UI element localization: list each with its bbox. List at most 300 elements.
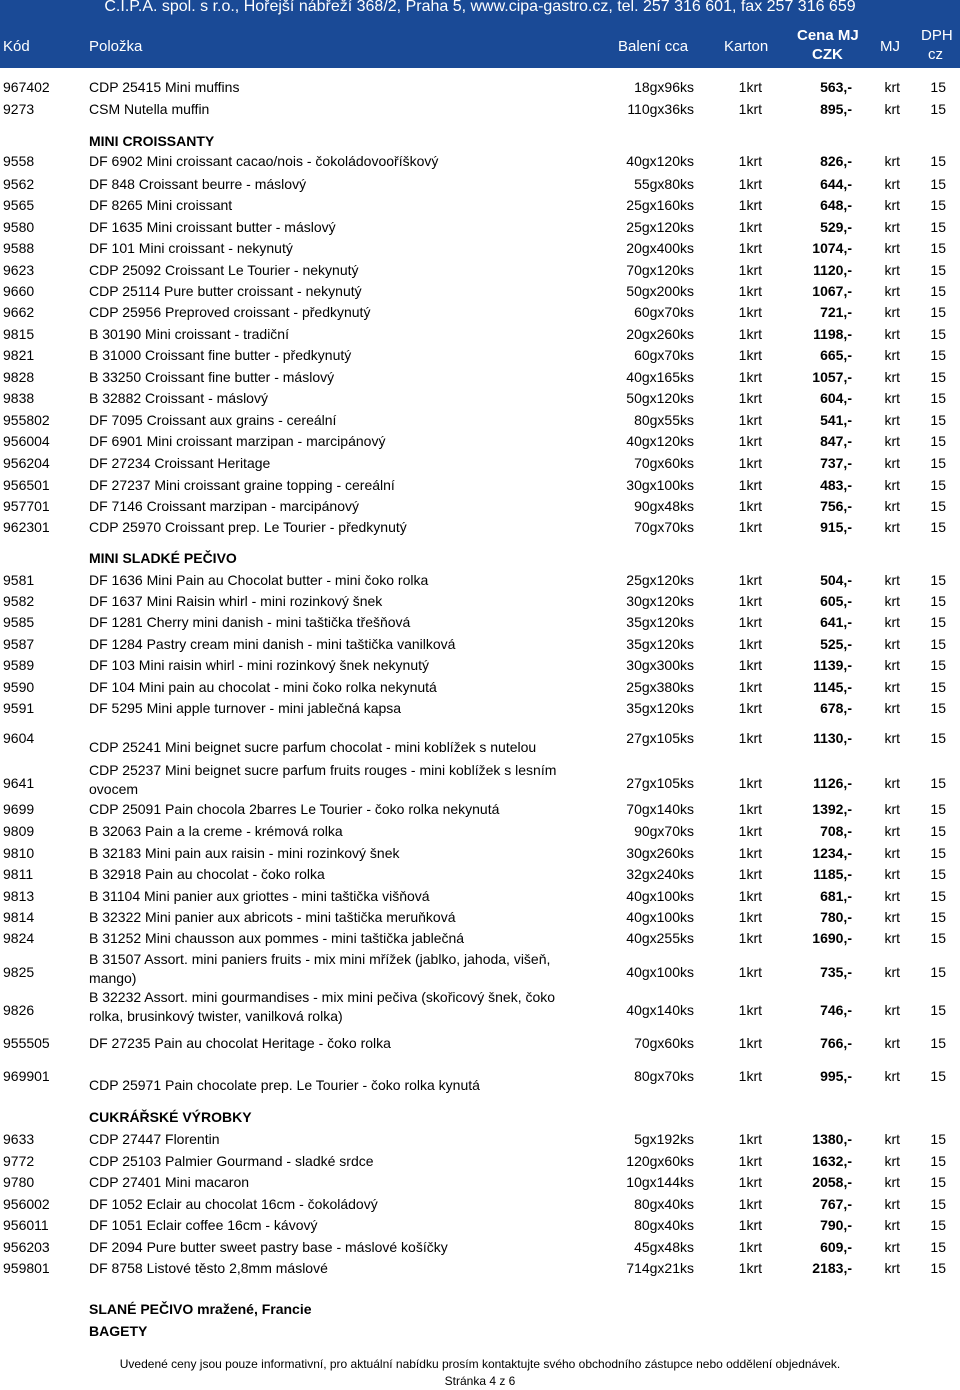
cell-code: 956002 xyxy=(3,1196,50,1212)
cell-vat: 15 xyxy=(930,455,946,471)
cell-price: 847,- xyxy=(820,433,852,449)
cell-mj: krt xyxy=(884,679,900,695)
cell-mj: krt xyxy=(884,1217,900,1233)
cell-carton: 1krt xyxy=(738,614,762,630)
cell-price: 1690,- xyxy=(812,930,852,946)
cell-name: B 33250 Croissant fine butter - máslový xyxy=(89,369,335,385)
cell-pack: 110gx36ks xyxy=(627,101,694,117)
cell-carton: 1krt xyxy=(738,519,762,535)
cell-name: CDP 25970 Croissant prep. Le Tourier - předkynutý xyxy=(89,519,407,535)
cell-vat: 15 xyxy=(930,1153,946,1169)
cell-carton: 1krt xyxy=(738,240,762,256)
col-header-currency: CZK xyxy=(812,46,843,63)
cell-pack: 40gx100ks xyxy=(626,964,694,980)
cell-price: 525,- xyxy=(820,636,852,652)
cell-code: 9589 xyxy=(3,657,35,673)
cell-name: CDP 27401 Mini macaron xyxy=(89,1174,250,1190)
cell-vat: 15 xyxy=(930,1035,946,1051)
table-row xyxy=(0,888,960,910)
cell-price: 644,- xyxy=(820,176,852,192)
cell-vat: 15 xyxy=(930,801,946,817)
cell-name: B 31000 Croissant fine butter - předkynutý xyxy=(89,347,352,363)
cell-name: DF 8758 Listové těsto 2,8mm máslové xyxy=(89,1260,328,1276)
cell-vat: 15 xyxy=(930,101,946,117)
cell-pack: 25gx120ks xyxy=(626,572,694,588)
table-row xyxy=(0,572,960,594)
cell-price: 1120,- xyxy=(813,262,852,278)
cell-carton: 1krt xyxy=(738,79,762,95)
cell-pack: 50gx200ks xyxy=(626,283,694,299)
cell-vat: 15 xyxy=(930,412,946,428)
cell-mj: krt xyxy=(884,657,900,673)
cell-price: 605,- xyxy=(820,593,852,609)
cell-pack: 40gx120ks xyxy=(626,153,694,169)
cell-price: 1185,- xyxy=(813,866,852,882)
cell-code: 9558 xyxy=(3,153,35,169)
cell-name: DF 1281 Cherry mini danish - mini taštička třešňová xyxy=(89,614,411,630)
cell-name: CDP 25415 Mini muffins xyxy=(89,79,240,95)
cell-vat: 15 xyxy=(930,657,946,673)
cell-mj: krt xyxy=(884,412,900,428)
cell-vat: 15 xyxy=(930,823,946,839)
cell-vat: 15 xyxy=(930,1196,946,1212)
cell-price: 641,- xyxy=(820,614,852,630)
table-row xyxy=(0,412,960,434)
cell-carton: 1krt xyxy=(738,930,762,946)
cell-vat: 15 xyxy=(930,909,946,925)
cell-mj: krt xyxy=(884,369,900,385)
cell-mj: krt xyxy=(884,101,900,117)
cell-code: 9815 xyxy=(3,326,35,342)
cell-code: 9699 xyxy=(3,801,35,817)
cell-code: 9588 xyxy=(3,240,35,256)
cell-code: 9810 xyxy=(3,845,35,861)
cell-carton: 1krt xyxy=(738,888,762,904)
table-row xyxy=(0,369,960,391)
cell-vat: 15 xyxy=(930,176,946,192)
cell-name: CDP 25091 Pain chocola 2barres Le Tourier - čoko rolka nekynutá xyxy=(89,801,500,817)
cell-pack: 60gx70ks xyxy=(634,304,694,320)
cell-price: 735,- xyxy=(820,964,852,980)
col-header-vat-country: cz xyxy=(928,46,943,63)
table-row xyxy=(0,763,960,803)
cell-mj: krt xyxy=(884,888,900,904)
cell-name: DF 6901 Mini croissant marzipan - marcipánový xyxy=(89,433,386,449)
cell-pack: 10gx144ks xyxy=(626,1174,694,1190)
cell-code: 967402 xyxy=(3,79,50,95)
cell-code: 9811 xyxy=(3,866,34,882)
cell-carton: 1krt xyxy=(738,700,762,716)
table-row xyxy=(0,347,960,369)
cell-price: 915,- xyxy=(820,519,852,535)
table-row xyxy=(0,101,960,123)
cell-carton: 1krt xyxy=(738,390,762,406)
cell-code: 9585 xyxy=(3,614,35,630)
cell-price: 541,- xyxy=(820,412,852,428)
cell-name: CDP 25241 Mini beignet sucre parfum chocolat - mini koblížek s nutelou xyxy=(89,739,537,755)
table-row xyxy=(0,326,960,348)
cell-code: 9780 xyxy=(3,1174,35,1190)
cell-code: 956203 xyxy=(3,1239,50,1255)
table-row xyxy=(0,1174,960,1196)
cell-name: DF 1635 Mini croissant butter - máslový xyxy=(89,219,336,235)
cell-name: B 32063 Pain a la creme - krémová rolka xyxy=(89,823,343,839)
cell-code: 9581 xyxy=(3,572,35,588)
cell-price: 648,- xyxy=(820,197,852,213)
cell-price: 790,- xyxy=(820,1217,852,1233)
cell-name: CDP 25103 Palmier Gourmand - sladké srdce xyxy=(89,1153,374,1169)
cell-price: 737,- xyxy=(820,455,852,471)
cell-vat: 15 xyxy=(930,1068,946,1084)
cell-mj: krt xyxy=(884,1131,900,1147)
col-header-code: Kód xyxy=(3,38,30,55)
cell-pack: 80gx70ks xyxy=(634,1068,694,1084)
table-row xyxy=(0,990,960,1030)
cell-vat: 15 xyxy=(930,964,946,980)
cell-vat: 15 xyxy=(930,519,946,535)
cell-mj: krt xyxy=(884,240,900,256)
cell-carton: 1krt xyxy=(738,326,762,342)
cell-pack: 18gx96ks xyxy=(634,79,694,95)
company-info: C.I.P.A. spol. s r.o., Hořejší nábřeží 368/2, Praha 5, www.cipa-gastro.cz, tel. 257 316 601, fax 257 316 659 xyxy=(104,0,856,15)
col-header-item: Položka xyxy=(89,38,143,55)
cell-code: 9814 xyxy=(3,909,35,925)
cell-code: 9660 xyxy=(3,283,35,299)
cell-code: 9641 xyxy=(3,775,35,791)
cell-code: 9590 xyxy=(3,679,35,695)
cell-price: 678,- xyxy=(820,700,852,716)
cell-carton: 1krt xyxy=(738,801,762,817)
cell-carton: 1krt xyxy=(738,262,762,278)
cell-carton: 1krt xyxy=(738,964,762,980)
cell-carton: 1krt xyxy=(738,1260,762,1276)
cell-vat: 15 xyxy=(930,79,946,95)
cell-pack: 80gx55ks xyxy=(634,412,694,428)
col-header-price: Cena MJ xyxy=(797,27,859,44)
cell-mj: krt xyxy=(884,176,900,192)
cell-carton: 1krt xyxy=(738,219,762,235)
cell-price: 1067,- xyxy=(812,283,852,299)
cell-mj: krt xyxy=(884,498,900,514)
cell-carton: 1krt xyxy=(738,1153,762,1169)
cell-mj: krt xyxy=(884,866,900,882)
cell-mj: krt xyxy=(884,823,900,839)
cell-carton: 1krt xyxy=(738,176,762,192)
cell-name: B 30190 Mini croissant - tradiční xyxy=(89,326,289,342)
cell-code: 959801 xyxy=(3,1260,50,1276)
cell-code: 9580 xyxy=(3,219,35,235)
table-row xyxy=(0,477,960,499)
cell-carton: 1krt xyxy=(738,1131,762,1147)
cell-vat: 15 xyxy=(930,369,946,385)
cell-pack: 40gx255ks xyxy=(626,930,694,946)
cell-code: 956011 xyxy=(3,1217,49,1233)
cell-code: 9565 xyxy=(3,197,35,213)
cell-code: 969901 xyxy=(3,1068,50,1084)
cell-price: 1139,- xyxy=(813,657,852,673)
cell-name: DF 101 Mini croissant - nekynutý xyxy=(89,240,293,256)
cell-pack: 27gx105ks xyxy=(626,775,694,791)
cell-name: B 31252 Mini chausson aux pommes - mini taštička jablečná xyxy=(89,930,465,946)
cell-price: 1126,- xyxy=(813,775,852,791)
cell-code: 962301 xyxy=(3,519,50,535)
cell-vat: 15 xyxy=(930,477,946,493)
cell-name: B 31507 Assort. mini paniers fruits - mix mini mřížek (jablko, jahoda, višeň, mango) xyxy=(89,951,551,986)
col-header-carton: Karton xyxy=(724,38,769,55)
table-row xyxy=(0,1260,960,1282)
cell-mj: krt xyxy=(884,262,900,278)
cell-price: 681,- xyxy=(820,888,852,904)
cell-price: 826,- xyxy=(820,153,852,169)
cell-code: 9809 xyxy=(3,823,35,839)
cell-vat: 15 xyxy=(930,326,946,342)
cell-vat: 15 xyxy=(930,197,946,213)
table-row xyxy=(0,433,960,455)
cell-price: 609,- xyxy=(820,1239,852,1255)
table-row xyxy=(0,801,960,823)
cell-name: DF 5295 Mini apple turnover - mini jablečná kapsa xyxy=(89,700,402,716)
cell-pack: 35gx120ks xyxy=(626,700,694,716)
cell-pack: 45gx48ks xyxy=(634,1239,694,1255)
cell-pack: 25gx120ks xyxy=(626,219,694,235)
cell-pack: 35gx120ks xyxy=(626,636,694,652)
table-row xyxy=(0,519,960,541)
cell-vat: 15 xyxy=(930,433,946,449)
cell-carton: 1krt xyxy=(738,823,762,839)
cell-price: 604,- xyxy=(820,390,852,406)
cell-price: 895,- xyxy=(820,101,852,117)
table-row xyxy=(0,679,960,701)
cell-code: 9662 xyxy=(3,304,35,320)
cell-pack: 714gx21ks xyxy=(626,1260,694,1276)
cell-pack: 40gx100ks xyxy=(626,888,694,904)
cell-mj: krt xyxy=(884,1035,900,1051)
cell-mj: krt xyxy=(884,1174,900,1190)
cell-carton: 1krt xyxy=(738,347,762,363)
cell-price: 2183,- xyxy=(812,1260,852,1276)
cell-vat: 15 xyxy=(930,304,946,320)
table-row xyxy=(0,262,960,284)
cell-vat: 15 xyxy=(930,498,946,514)
cell-mj: krt xyxy=(884,197,900,213)
cell-mj: krt xyxy=(884,433,900,449)
cell-vat: 15 xyxy=(930,636,946,652)
cell-vat: 15 xyxy=(930,347,946,363)
cell-code: 9824 xyxy=(3,930,35,946)
cell-name: DF 1052 Eclair au chocolat 16cm - čokoládový xyxy=(89,1196,378,1212)
table-row xyxy=(0,823,960,845)
cell-pack: 35gx120ks xyxy=(626,614,694,630)
cell-code: 9772 xyxy=(3,1153,35,1169)
cell-mj: krt xyxy=(884,775,900,791)
cell-name: CSM Nutella muffin xyxy=(89,101,210,117)
table-row xyxy=(0,700,960,722)
cell-price: 1392,- xyxy=(812,801,852,817)
cell-vat: 15 xyxy=(930,240,946,256)
cell-name: DF 1637 Mini Raisin whirl - mini rozinkový šnek xyxy=(89,593,383,609)
table-row xyxy=(0,845,960,867)
table-row xyxy=(0,1131,960,1153)
cell-price: 1198,- xyxy=(813,326,852,342)
table-row xyxy=(0,909,960,931)
section-heading: MINI CROISSANTY xyxy=(89,133,215,149)
cell-name: DF 103 Mini raisin whirl - mini rozinkový šnek nekynutý xyxy=(89,657,429,673)
cell-vat: 15 xyxy=(930,219,946,235)
cell-pack: 55gx80ks xyxy=(634,176,694,192)
cell-carton: 1krt xyxy=(738,1174,762,1190)
table-row xyxy=(0,657,960,679)
table-row xyxy=(0,1217,960,1239)
cell-name: B 32183 Mini pain aux raisin - mini rozinkový šnek xyxy=(89,845,400,861)
cell-mj: krt xyxy=(884,1196,900,1212)
cell-pack: 40gx165ks xyxy=(626,369,694,385)
table-row xyxy=(0,455,960,477)
cell-vat: 15 xyxy=(930,1002,946,1018)
table-row xyxy=(0,1196,960,1218)
cell-name: DF 27237 Mini croissant graine topping - cereální xyxy=(89,477,395,493)
cell-mj: krt xyxy=(884,1239,900,1255)
cell-code: 956501 xyxy=(3,477,50,493)
cell-carton: 1krt xyxy=(738,433,762,449)
cell-name: DF 1051 Eclair coffee 16cm - kávový xyxy=(89,1217,318,1233)
table-row xyxy=(0,952,960,992)
cell-carton: 1krt xyxy=(738,636,762,652)
cell-carton: 1krt xyxy=(738,657,762,673)
cell-code: 956004 xyxy=(3,433,50,449)
cell-price: 1145,- xyxy=(813,679,852,695)
table-row xyxy=(0,930,960,952)
cell-price: 721,- xyxy=(820,304,852,320)
cell-price: 1380,- xyxy=(812,1131,852,1147)
table-row xyxy=(0,1068,960,1094)
cell-name: B 31104 Mini panier aux griottes - mini taštička višňová xyxy=(89,888,430,904)
cell-price: 504,- xyxy=(820,572,852,588)
cell-mj: krt xyxy=(884,964,900,980)
cell-code: 957701 xyxy=(3,498,50,514)
cell-code: 9838 xyxy=(3,390,35,406)
cell-vat: 15 xyxy=(930,1131,946,1147)
cell-carton: 1krt xyxy=(738,909,762,925)
cell-code: 9623 xyxy=(3,262,35,278)
table-row xyxy=(0,197,960,219)
cell-mj: krt xyxy=(884,572,900,588)
cell-mj: krt xyxy=(884,700,900,716)
cell-pack: 60gx70ks xyxy=(634,347,694,363)
cell-mj: krt xyxy=(884,347,900,363)
cell-vat: 15 xyxy=(930,262,946,278)
col-header-mj: MJ xyxy=(880,38,900,55)
cell-code: 956204 xyxy=(3,455,50,471)
cell-vat: 15 xyxy=(930,614,946,630)
table-row xyxy=(0,304,960,326)
table-row xyxy=(0,390,960,412)
cell-pack: 30gx260ks xyxy=(626,845,694,861)
cell-pack: 32gx240ks xyxy=(626,866,694,882)
cell-code: 9825 xyxy=(3,964,35,980)
cell-name: DF 1284 Pastry cream mini danish - mini taštička vanilková xyxy=(89,636,456,652)
cell-carton: 1krt xyxy=(738,1239,762,1255)
cell-name: DF 7146 Croissant marzipan - marcipánový xyxy=(89,498,359,514)
cell-mj: krt xyxy=(884,477,900,493)
col-header-pack: Balení cca xyxy=(618,38,689,55)
cell-vat: 15 xyxy=(930,1260,946,1276)
cell-pack: 20gx260ks xyxy=(626,326,694,342)
cell-mj: krt xyxy=(884,1002,900,1018)
cell-mj: krt xyxy=(884,636,900,652)
cell-mj: krt xyxy=(884,1153,900,1169)
cell-vat: 15 xyxy=(930,1174,946,1190)
cell-carton: 1krt xyxy=(738,845,762,861)
cell-code: 9826 xyxy=(3,1002,35,1018)
cell-pack: 90gx48ks xyxy=(634,498,694,514)
table-row xyxy=(0,730,960,756)
cell-carton: 1krt xyxy=(738,866,762,882)
cell-carton: 1krt xyxy=(738,1217,762,1233)
cell-name: DF 1636 Mini Pain au Chocolat butter - mini čoko rolka xyxy=(89,572,429,588)
cell-carton: 1krt xyxy=(738,1196,762,1212)
cell-carton: 1krt xyxy=(738,101,762,117)
cell-pack: 27gx105ks xyxy=(626,730,694,746)
cell-mj: krt xyxy=(884,390,900,406)
cell-pack: 30gx100ks xyxy=(626,477,694,493)
section-heading: MINI SLADKÉ PEČIVO xyxy=(89,550,237,566)
cell-vat: 15 xyxy=(930,153,946,169)
cell-carton: 1krt xyxy=(738,153,762,169)
cell-price: 1234,- xyxy=(812,845,852,861)
cell-vat: 15 xyxy=(930,700,946,716)
cell-vat: 15 xyxy=(930,283,946,299)
table-row xyxy=(0,79,960,101)
table-row xyxy=(0,219,960,241)
footer-note: Uvedené ceny jsou pouze informativní, pro aktuální nabídku prosím kontaktujte svého obchodního zástupce nebo oddělení objednávek. xyxy=(119,1357,841,1371)
cell-code: 9813 xyxy=(3,888,35,904)
cell-price: 483,- xyxy=(820,477,852,493)
cell-price: 995,- xyxy=(820,1068,852,1084)
cell-vat: 15 xyxy=(930,730,946,746)
cell-carton: 1krt xyxy=(738,412,762,428)
cell-carton: 1krt xyxy=(738,498,762,514)
cell-price: 563,- xyxy=(820,79,852,95)
cell-mj: krt xyxy=(884,1068,900,1084)
cell-pack: 70gx70ks xyxy=(634,519,694,535)
cell-price: 766,- xyxy=(820,1035,852,1051)
cell-mj: krt xyxy=(884,153,900,169)
cell-carton: 1krt xyxy=(738,369,762,385)
cell-mj: krt xyxy=(884,79,900,95)
cell-price: 1632,- xyxy=(812,1153,852,1169)
cell-carton: 1krt xyxy=(738,197,762,213)
cell-vat: 15 xyxy=(930,1217,946,1233)
page-number: Stránka 4 z 6 xyxy=(444,1374,516,1388)
cell-mj: krt xyxy=(884,304,900,320)
cell-carton: 1krt xyxy=(738,572,762,588)
cell-code: 9828 xyxy=(3,369,35,385)
cell-carton: 1krt xyxy=(738,304,762,320)
cell-carton: 1krt xyxy=(738,775,762,791)
cell-carton: 1krt xyxy=(738,1068,762,1084)
cell-vat: 15 xyxy=(930,888,946,904)
cell-pack: 120gx60ks xyxy=(626,1153,694,1169)
table-row xyxy=(0,283,960,305)
cell-pack: 40gx100ks xyxy=(626,909,694,925)
cell-name: DF 27234 Croissant Heritage xyxy=(89,455,271,471)
cell-pack: 80gx40ks xyxy=(634,1196,694,1212)
cell-name: DF 848 Croissant beurre - máslový xyxy=(89,176,307,192)
cell-price: 1057,- xyxy=(812,369,852,385)
cell-code: 9591 xyxy=(3,700,35,716)
cell-price: 756,- xyxy=(820,498,852,514)
cell-price: 746,- xyxy=(820,1002,852,1018)
